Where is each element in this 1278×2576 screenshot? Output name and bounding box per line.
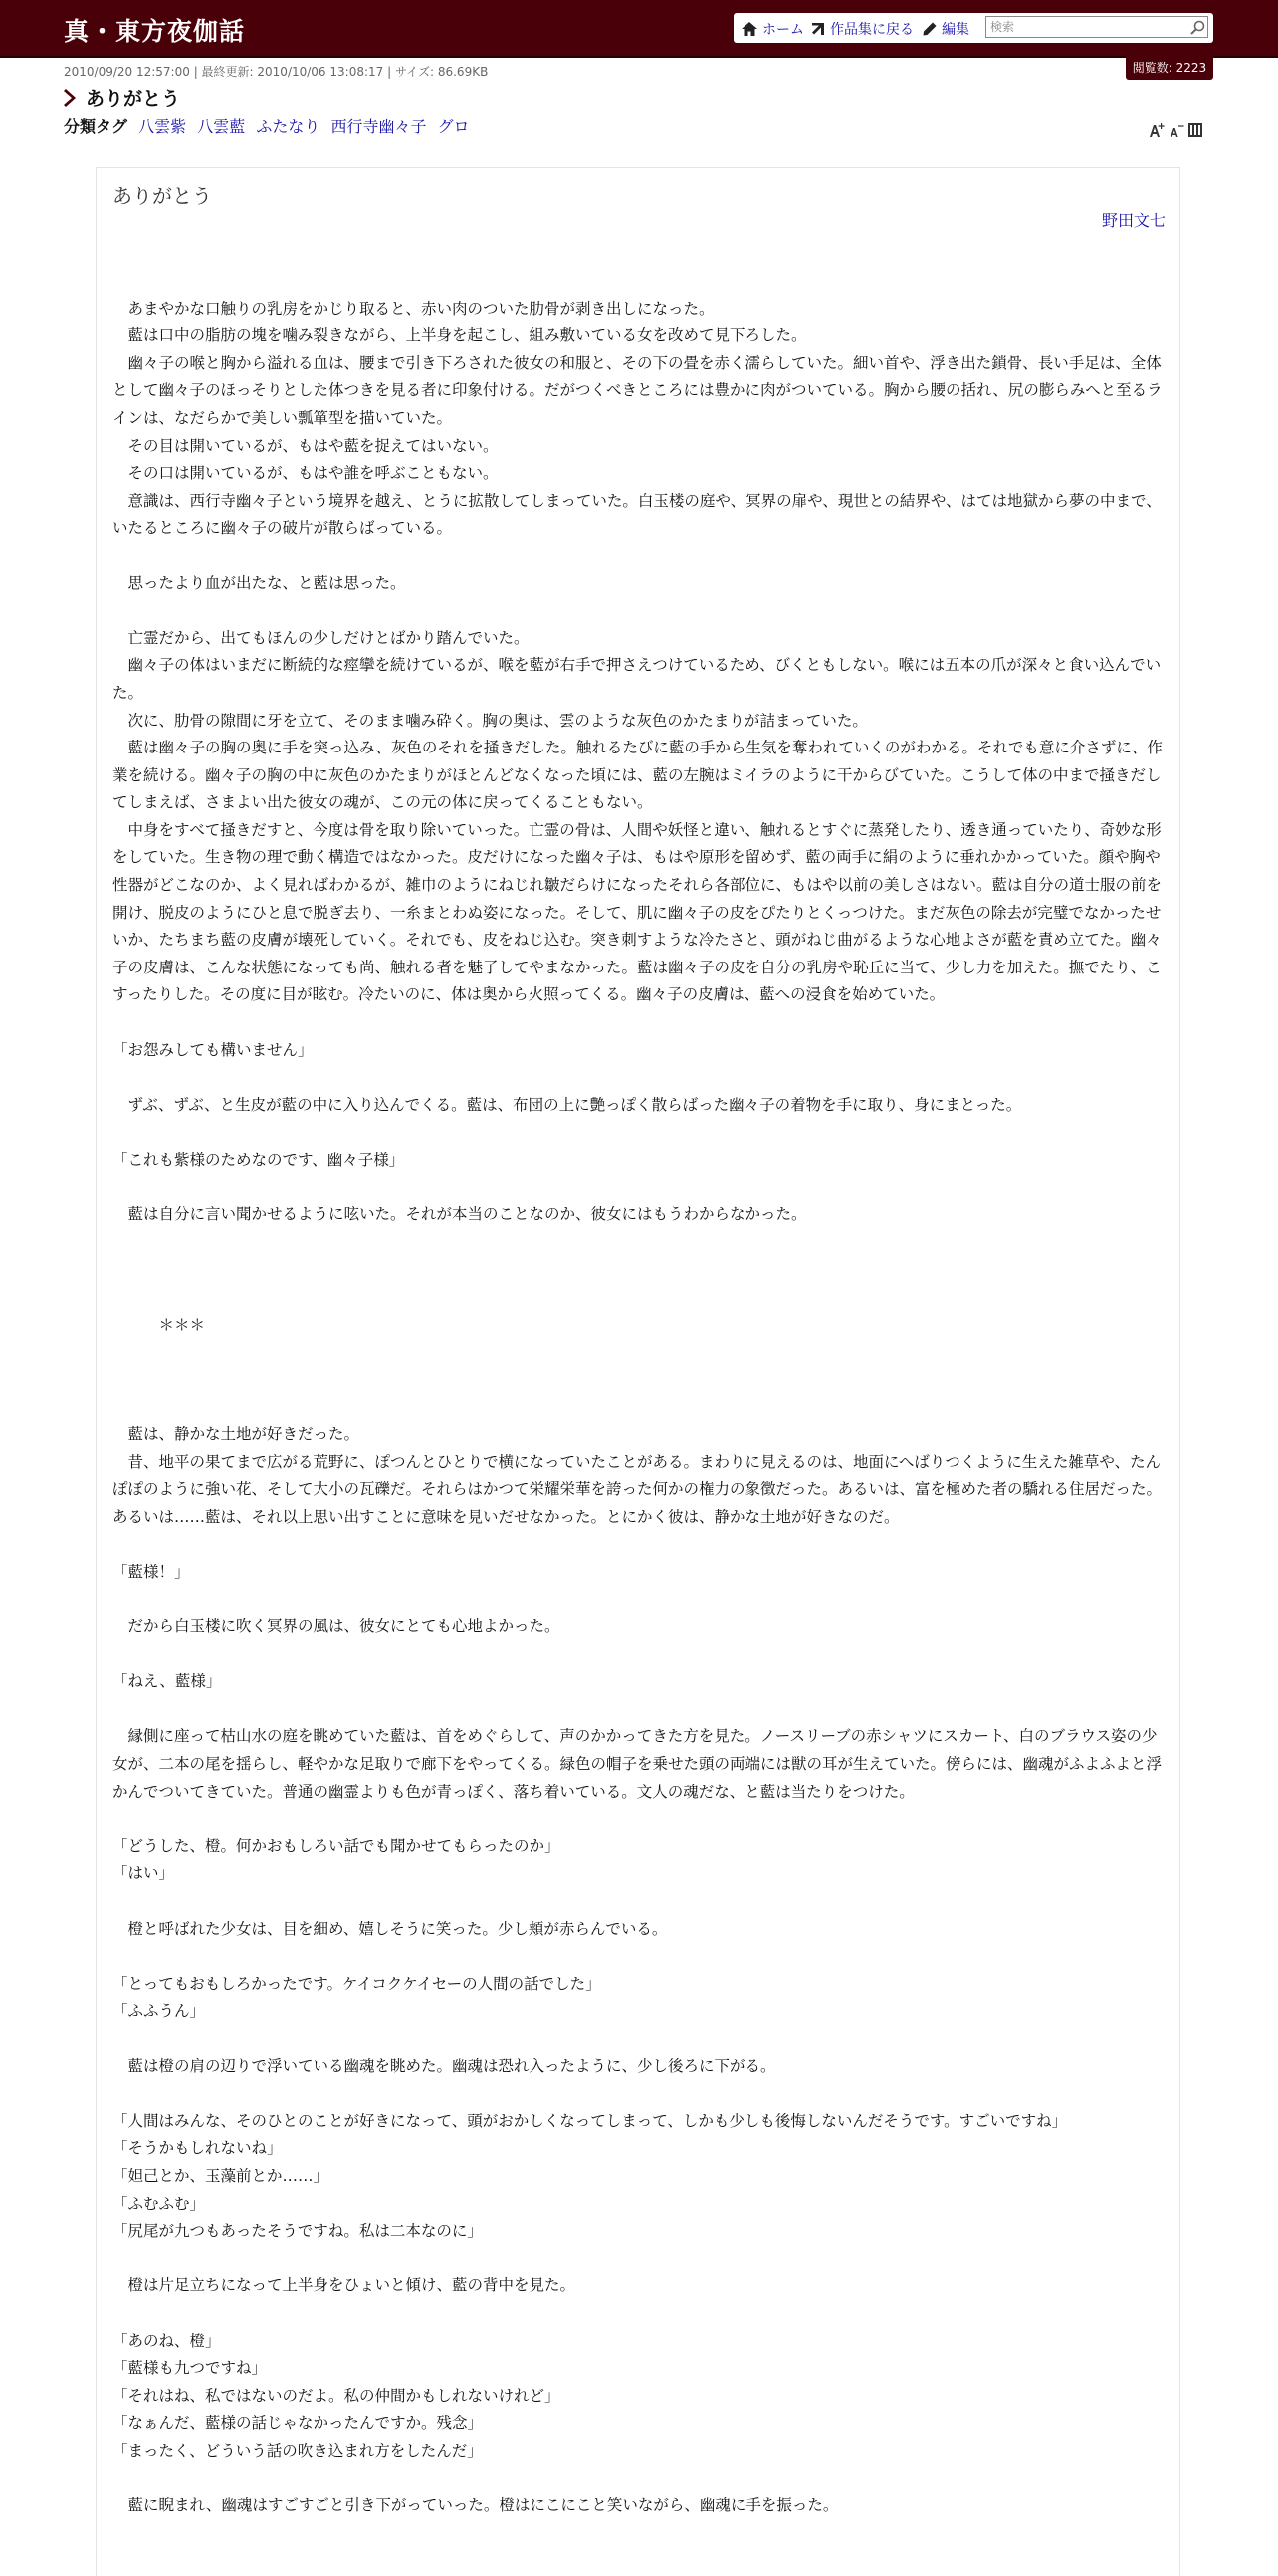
view-count-badge: 閲覧数: 2223 — [1126, 54, 1213, 80]
story-paragraph: 「はい」 — [112, 1864, 175, 1883]
back-link-label: 作品集に戻る — [830, 22, 914, 38]
story-body — [112, 268, 1164, 2520]
story-paragraph: 橙と呼ばれた少女は、目を細め、嬉しそうに笑った。少し頬が赤らんでいる。 — [112, 1919, 668, 1938]
story-paragraph: だから白玉楼に吹く冥界の風は、彼女にとても心地よかった。 — [112, 1617, 560, 1636]
story-paragraph: 「ふふうん」 — [112, 2002, 206, 2021]
story-paragraph — [112, 2466, 1164, 2493]
story-paragraph — [112, 542, 1164, 570]
story-paragraph — [112, 268, 1164, 296]
search-icon[interactable] — [1190, 20, 1205, 35]
post-meta: 2010/09/20 12:57:00 | 最終更新: 2010/10/06 13:08:17 | サイズ: 86.69KB — [64, 65, 489, 79]
story-paragraph — [112, 1641, 1164, 1669]
story-paragraph — [112, 1064, 1164, 1092]
tag-link[interactable]: ふたなり — [256, 117, 320, 136]
text-size-tools — [1149, 123, 1202, 137]
story-paragraph: 昔、地平の果てまで広がる荒野に、ぽつんとひとりで横になっていたことがある。まわりに見えるのは、地面にへばりつくように生えた雑草や、たんぽぽのように強い花、そして大小の瓦礫だ。それらはかつて栄耀栄華を誇った何かの権力の象徴だった。あるいは、富を極めた者の驕れる住居だった。あるいは……藍は、それ以上思い出すことに意味を見いだせなかった。とにかく彼は、静かな土地が好きなのだ。 — [112, 1452, 1163, 1526]
story-paragraph: 「まったく、どういう話の吹き込まれ方をしたんだ」 — [112, 2441, 483, 2460]
story-paragraph: 「ふむふむ」 — [112, 2194, 206, 2213]
story-paragraph: 「ねえ、藍様」 — [112, 1672, 222, 1691]
story-paragraph — [112, 1943, 1164, 1971]
nav-bar — [734, 13, 1213, 43]
story-paragraph: 橙は片足立ちになって上半身をひょいと傾け、藍の背中を見た。 — [112, 2276, 576, 2295]
story-paragraph — [112, 597, 1164, 625]
story-paragraph: 「藍様も九つですね」 — [112, 2359, 268, 2378]
home-icon — [742, 22, 757, 36]
story-paragraph: 藍は口中の脂肪の塊を噛み裂きながら、上半身を起こし、組み敷いている女を改めて見下ろした。 — [112, 326, 807, 345]
pencil-icon — [923, 22, 937, 36]
tag-link[interactable]: 西行寺幽々子 — [330, 117, 427, 136]
story-paragraph: 「あのね、橙」 — [112, 2331, 221, 2350]
back-to-collection-link[interactable] — [811, 19, 914, 39]
tag-link[interactable]: 八雲紫 — [138, 117, 187, 136]
story-paragraph: 幽々子の喉と胸から溢れる血は、腰まで引き下ろされた彼女の和服と、その下の畳を赤く濡らしていた。細い首や、浮き出た鎖骨、長い手足は、全体として幽々子のほっそりとした体つきを見る者に印象付ける。だがつくべきところには豊かに肉がついている。胸から腰の括れ、尻の膨らみへと至るラインは、なだらかで美しい瓢箪型を描いていた。 — [112, 353, 1163, 427]
story-paragraph — [112, 1806, 1164, 1833]
category-tags — [64, 114, 476, 137]
story-paragraph: 「なぁんだ、藍様の話じゃなかったんですか。残念」 — [112, 2414, 484, 2433]
story-paragraph: 「お怨みしても構いません」 — [112, 1040, 314, 1059]
story-paragraph — [112, 1175, 1164, 1202]
story-paragraph: 幽々子の体はいまだに断続的な痙攣を続けているが、喉を藍が右手で押さえつけているため、びくともしない。喉には五本の爪が深々と食い込んでいた。 — [112, 656, 1162, 702]
story-paragraph: 縁側に座って枯山水の庭を眺めていた藍は、首をめぐらして、声のかかってきた方を見た。ノースリーブの赤シャツにスカート、白のブラウス姿の少女が、二本の尾を揺らし、軽やかな足取りで廊下をやってくる。緑色の帽子を乗せた頭の両端には獣の耳が生えていた。傍らには、幽魂がふよふよと浮かんでついてきていた。普通の幽霊よりも色が青っぽく、落ち着いている。文人の魂だな、と藍は当たりをつけた。 — [112, 1727, 1163, 1801]
story-paragraph: その口は開いているが、もはや誰を呼ぶこともない。 — [112, 464, 499, 483]
post-title-text: ありがとう — [86, 88, 181, 109]
story-panel — [96, 167, 1180, 2576]
story-paragraph — [112, 2246, 1164, 2273]
story-paragraph: 藍は幽々子の胸の奥に手を突っ込み、灰色のそれを掻きだした。触れるたびに藍の手から生気を奪われていくのがわかる。それでも意に介さずに、作業を続ける。幽々子の胸の中に灰色のかたまりがほとんどなくなった頃には、藍の左腕はミイラのように干からびていた。こうして体の中まで掻きだしてしまえば、さまよい出た彼女の魂が、この元の体に戻ってくることもない。 — [112, 739, 1163, 812]
story-paragraph — [112, 1009, 1164, 1037]
edit-link[interactable] — [923, 19, 969, 39]
story-paragraph: 「藍様！」 — [112, 1562, 190, 1581]
story-paragraph — [112, 1367, 1164, 1395]
story-paragraph — [112, 2026, 1164, 2053]
story-paragraph: ＊＊＊ — [112, 1315, 206, 1334]
story-paragraph: 「どうした、橙。何かおもしろい話でも聞かせてもらったのか」 — [112, 1836, 560, 1855]
story-paragraph: 「妲己とか、玉藻前とか……」 — [112, 2166, 329, 2185]
story-paragraph: 藍は自分に言い聞かせるように呟いた。それが本当のことなのか、彼女にはもうわからなかった。 — [112, 1205, 807, 1224]
tags-label: 分類タグ — [64, 117, 128, 136]
story-paragraph — [112, 1696, 1164, 1724]
story-paragraph — [112, 1119, 1164, 1147]
story-paragraph: その目は開いているが、もはや藍を捉えてはいない。 — [112, 436, 499, 455]
story-paragraph: ずぶ、ずぶ、と生皮が藍の中に入り込んでくる。藍は、布団の上に艶っぽく散らばった幽々子の着物を手に取り、身にまとった。 — [112, 1095, 1022, 1114]
story-paragraph: 藍は、静かな土地が好きだった。 — [112, 1424, 360, 1443]
story-paragraph: 思ったより血が出たな、と藍は思った。 — [112, 573, 406, 592]
search-input[interactable] — [985, 16, 1208, 38]
story-paragraph: 「これも紫様のためなのです、幽々子様」 — [112, 1151, 405, 1169]
story-paragraph — [112, 2080, 1164, 2108]
story-paragraph — [112, 1339, 1164, 1367]
story-paragraph: あまやかな口触りの乳房をかじり取ると、赤い肉のついた肋骨が剥き出しになった。 — [112, 299, 715, 318]
story-paragraph: 次に、肋骨の隙間に牙を立て、そのまま噛み砕く。胸の奥は、雲のような灰色のかたまりが詰まっていた。 — [112, 711, 868, 730]
story-paragraph — [112, 2300, 1164, 2328]
story-paragraph: 意識は、西行寺幽々子という境界を越え、とうに拡散してしまっていた。白玉楼の庭や、冥界の扉や、現世との結界や、はては地獄から夢の中まで、いたるところに幽々子の破片が散らばっている。 — [112, 491, 1162, 537]
back-arrow-icon — [811, 22, 825, 36]
story-paragraph — [112, 1587, 1164, 1614]
story-paragraph: 「それはね、私ではないのだよ。私の仲間かもしれないけれど」 — [112, 2386, 560, 2405]
story-paragraph: 「とってもおもしろかったです。ケイコクケイセーの人間の話でした」 — [112, 1974, 601, 1993]
site-header — [0, 0, 1278, 58]
story-paragraph — [112, 1394, 1164, 1421]
tag-link[interactable]: 八雲藍 — [197, 117, 246, 136]
story-paragraph: 中身をすべて掻きだすと、今度は骨を取り除いていった。亡霊の骨は、人間や妖怪と違い、触れるとすぐに蒸発したり、透き通っていたり、奇妙な形をしていた。生き物の理で動く構造ではなかった。皮だけになった幽々子は、もはや原形を留めず、藍の両手に絹のように垂れかかっていた。顔や胸や性器がどこなのか、よく見ればわかるが、雑巾のようにねじれ皺だらけになったそれら各部位に、もはや以前の美しさはない。藍は自分の道士服の前を開け、脱皮のようにひと息で脱ぎ去り、一糸まとわぬ姿になった。そして、肌に幽々子の皮をぴたりとくっつけた。まだ灰色の除去が完璧でなかったせいか、たちまち藍の皮膚が壊死していく。それでも、皮をねじ込む。突き刺すような冷たさと、頭がねじ曲がるような心地よさが藍を責め立てた。幽々子の皮膚は、こんな状態になっても尚、触れる者を魅了してやまなかった。藍は幽々子の皮を自分の乳房や恥丘に当て、少し力を加えた。撫でたり、こすったりした。その度に目が眩む。冷たいのに、体は奥から火照ってくる。幽々子の皮膚は、藍への浸食を始めていた。 — [112, 820, 1163, 1004]
story-paragraph — [112, 1888, 1164, 1916]
edit-link-label: 編集 — [942, 22, 969, 38]
site-title[interactable]: 真・東方夜伽話 — [64, 17, 246, 46]
story-paragraph — [112, 1284, 1164, 1312]
author-link[interactable]: 野田文七 — [1101, 211, 1166, 230]
story-paragraph: 藍は橙の肩の辺りで浮いている幽魂を眺めた。幽魂は恐れ入ったように、少し後ろに下がる。 — [112, 2056, 776, 2075]
story-paragraph — [112, 1256, 1164, 1284]
home-link[interactable] — [742, 19, 804, 39]
story-paragraph — [112, 1531, 1164, 1559]
story-paragraph: 「尻尾が九つもあったそうですね。私は二本なのに」 — [112, 2222, 483, 2241]
chevron-right-icon — [64, 89, 78, 107]
layout-toggle-icon[interactable] — [1188, 123, 1202, 137]
story-title: ありがとう — [112, 184, 212, 208]
story-paragraph: 「そうかもしれないね」 — [112, 2139, 283, 2158]
post-title — [64, 84, 180, 110]
font-smaller-icon[interactable] — [1169, 123, 1184, 137]
story-paragraph: 亡霊だから、出てもほんの少しだけとばかり踏んでいた。 — [112, 628, 530, 647]
story-paragraph — [112, 1229, 1164, 1257]
tag-link[interactable]: グロ — [437, 117, 470, 136]
story-paragraph: 「人間はみんな、そのひとのことが好きになって、頭がおかしくなってしまって、しかも少しも後悔しないんだそうです。すごいですね」 — [112, 2111, 1068, 2130]
story-paragraph: 藍に睨まれ、幽魂はすごすごと引き下がっていった。橙はにこにこと笑いながら、幽魂に手を振った。 — [112, 2496, 839, 2515]
home-link-label: ホーム — [762, 22, 804, 38]
font-larger-icon[interactable] — [1149, 123, 1165, 137]
